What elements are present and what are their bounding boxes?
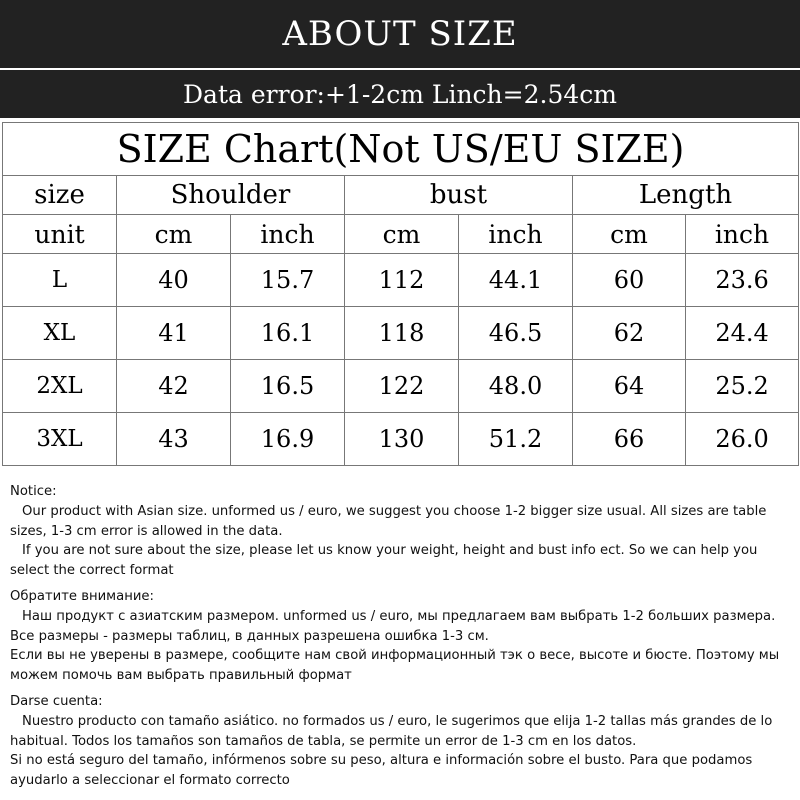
table-row (3, 254, 799, 307)
unit-label: unit (3, 215, 117, 254)
notice-paragraph: Nuestro producto con tamaño asiático. no formados us / euro, le sugerimos que elija 1-2 tallas más grandes de lo habitual. Todos los tamaños son tamaños de tabla, se permite un error de 1-3 cm en los datos. (10, 713, 773, 749)
table-cell: 130 (345, 413, 459, 466)
banner-subtitle: Data error:+1-2cm Linch=2.54cm (0, 70, 800, 118)
notice-russian (10, 587, 795, 686)
unit-cell: inch (686, 215, 799, 254)
table-cell: 48.0 (459, 360, 573, 413)
notice-paragraph: Our product with Asian size. unformed us / euro, we suggest you choose 1-2 bigger size usual. All sizes are table sizes, 1-3 cm error is allowed in the data. (10, 503, 767, 539)
table-cell: 64 (573, 360, 686, 413)
table-cell: 122 (345, 360, 459, 413)
table-cell: 62 (573, 307, 686, 360)
notice-paragraph: Если вы не уверены в размере, сообщите нам свой информационный тэк о весе, высоте и бюсте. Поэтому мы можем помочь вам выбрать правильный формат (10, 648, 780, 684)
unit-cell: cm (117, 215, 231, 254)
table-cell: 40 (117, 254, 231, 307)
table-cell: 46.5 (459, 307, 573, 360)
notice-english (10, 482, 795, 581)
table-cell: 15.7 (231, 254, 345, 307)
unit-row (3, 215, 799, 254)
notice-heading: Darse cuenta: (10, 693, 103, 709)
notice-heading: Обратите внимание: (10, 588, 154, 604)
size-chart-title: SIZE Chart(Not US/EU SIZE) (3, 123, 799, 176)
size-cell: L (3, 254, 117, 307)
table-cell: 43 (117, 413, 231, 466)
table-cell: 60 (573, 254, 686, 307)
table-cell: 66 (573, 413, 686, 466)
header-shoulder: Shoulder (117, 176, 345, 215)
header-bust: bust (345, 176, 573, 215)
unit-cell: inch (231, 215, 345, 254)
table-cell: 16.9 (231, 413, 345, 466)
unit-cell: cm (345, 215, 459, 254)
table-cell: 26.0 (686, 413, 799, 466)
notice-paragraph: Наш продукт с азиатским размером. unformed us / euro, мы предлагаем вам выбрать 1-2 больших размера. Все размеры - размеры таблиц, в данных разрешена ошибка 1-3 см. (10, 608, 776, 644)
table-row (3, 413, 799, 466)
unit-cell: cm (573, 215, 686, 254)
table-cell: 16.5 (231, 360, 345, 413)
notice-paragraph: Si no está seguro del tamaño, infórmenos sobre su peso, altura e información sobre el busto. Para que podamos ayudarlo a seleccionar el formato correcto (10, 753, 753, 789)
notice-paragraph: If you are not sure about the size, please let us know your weight, height and bust info ect. So we can help you select the correct format (10, 543, 758, 579)
table-cell: 112 (345, 254, 459, 307)
size-cell: XL (3, 307, 117, 360)
unit-cell: inch (459, 215, 573, 254)
size-cell: 3XL (3, 413, 117, 466)
banner-title: ABOUT SIZE (0, 0, 800, 68)
notice-spanish (10, 692, 795, 791)
table-cell: 51.2 (459, 413, 573, 466)
header-size: size (3, 176, 117, 215)
table-cell: 24.4 (686, 307, 799, 360)
table-row (3, 307, 799, 360)
table-cell: 118 (345, 307, 459, 360)
table-cell: 25.2 (686, 360, 799, 413)
notice-heading: Notice: (10, 484, 57, 499)
size-cell: 2XL (3, 360, 117, 413)
size-chart-table (2, 122, 799, 466)
header-length: Length (573, 176, 799, 215)
table-cell: 42 (117, 360, 231, 413)
table-cell: 23.6 (686, 254, 799, 307)
table-cell: 41 (117, 307, 231, 360)
header-row (3, 176, 799, 215)
size-notes (10, 482, 795, 797)
table-row (3, 360, 799, 413)
table-cell: 16.1 (231, 307, 345, 360)
table-cell: 44.1 (459, 254, 573, 307)
